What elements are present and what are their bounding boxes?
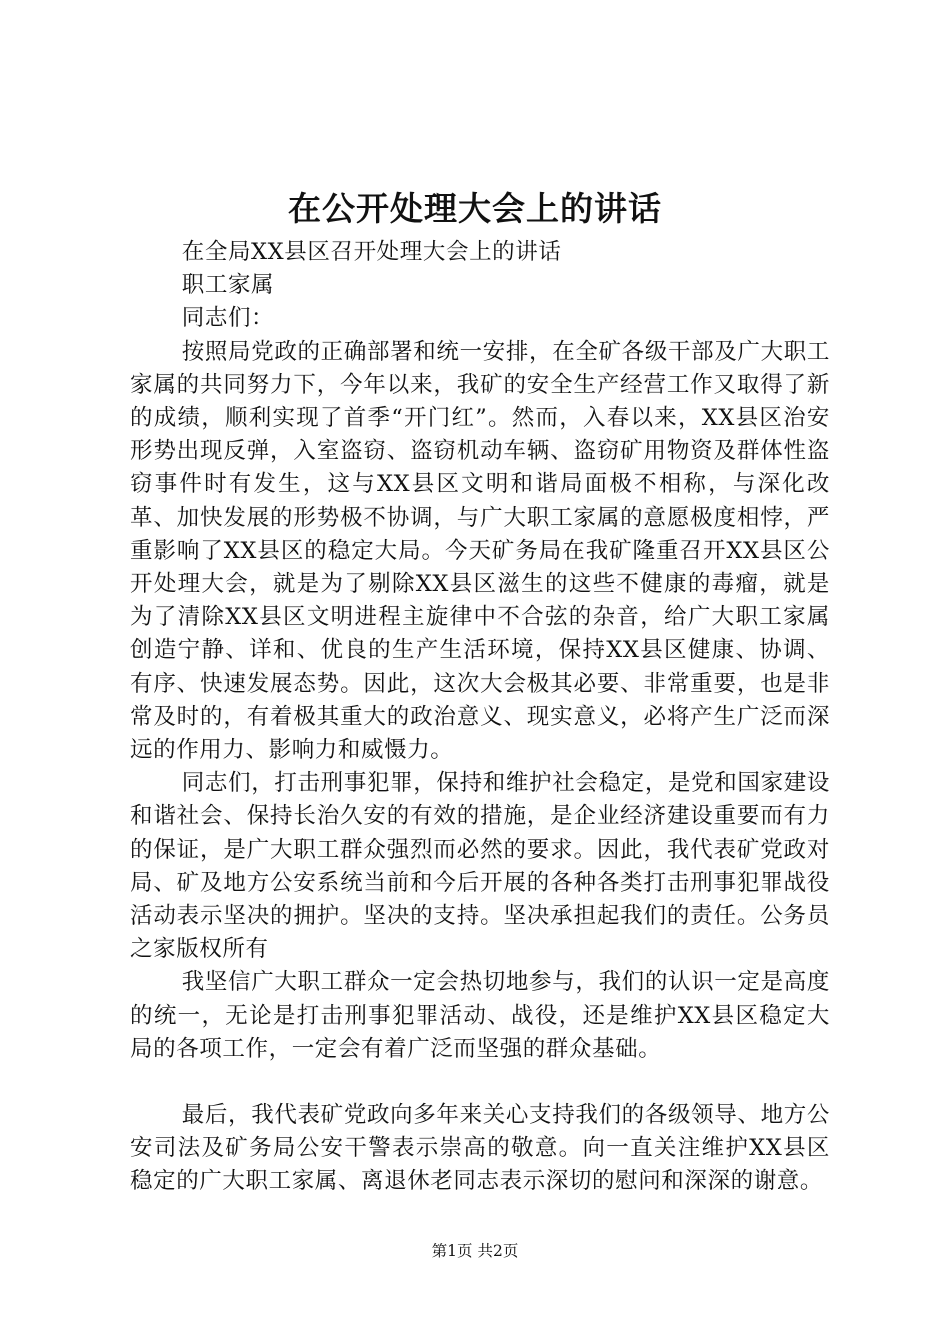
subtitle-line: 在全局XX县区召开处理大会上的讲话 [181, 239, 562, 265]
document-body [130, 236, 830, 1199]
body-paragraph: 最后，我代表矿党政向多年来关心支持我们的各级领导、地方公安司法及矿务局公安干警表示崇高的敬意。向一直关注维护XX县区稳定的广大职工家属、离退休老同志表示深切的慰问和深深的谢意。 [130, 1102, 830, 1195]
body-paragraph: 按照局党政的正确部署和统一安排，在全矿各级干部及广大职工家属的共同努力下，今年以来，我矿的安全生产经营工作又取得了新的成绩，顺利实现了首季“开门红”。然而，入春以来，XX县区治安形势出现反弹，入室盗窃、盗窃机动车辆、盗窃矿用物资及群体性盗窃事件时有发生，这与XX县区文明和谐局面极不相称，与深化改革、加快发展的形势极不协调，与广大职工家属的意愿极度相悖，严重影响了XX县区的稳定大局。今天矿务局在我矿隆重召开XX县区公开处理大会，就是为了剔除XX县区滋生的这些不健康的毒瘤，就是为了清除XX县区文明进程主旋律中不合弦的杂音，给广大职工家属创造宁静、详和、优良的生产生活环境，保持XX县区健康、协调、有序、快速发展态势。因此，这次大会极其必要、非常重要，也是非常及时的，有着极其重大的政治意义、现实意义，必将产生广泛而深远的作用力、影响力和威慑力。 [130, 338, 830, 764]
body-paragraph: 同志们，打击刑事犯罪，保持和维护社会稳定，是党和国家建设和谐社会、保持长治久安的有效的措施，是企业经济建设重要而有力的保证，是广大职工群众强烈而必然的要求。因此，我代表矿党政对局、矿及地方公安系统当前和今后开展的各种各类打击刑事犯罪战役活动表示坚决的拥护。坚决的支持。坚决承担起我们的责任。公务员之家版权所有 [130, 770, 830, 963]
body-paragraph: 我坚信广大职工群众一定会热切地参与，我们的认识一定是高度的统一，无论是打击刑事犯罪活动、战役，还是维护XX县区稳定大局的各项工作，一定会有着广泛而坚强的群众基础。 [130, 969, 830, 1062]
document-title: 在公开处理大会上的讲话 [288, 189, 662, 228]
audience-line: 职工家属 [181, 272, 275, 299]
page-footer: 第1页 共2页 [431, 1242, 519, 1260]
salutation-line: 同志们： [181, 305, 275, 332]
